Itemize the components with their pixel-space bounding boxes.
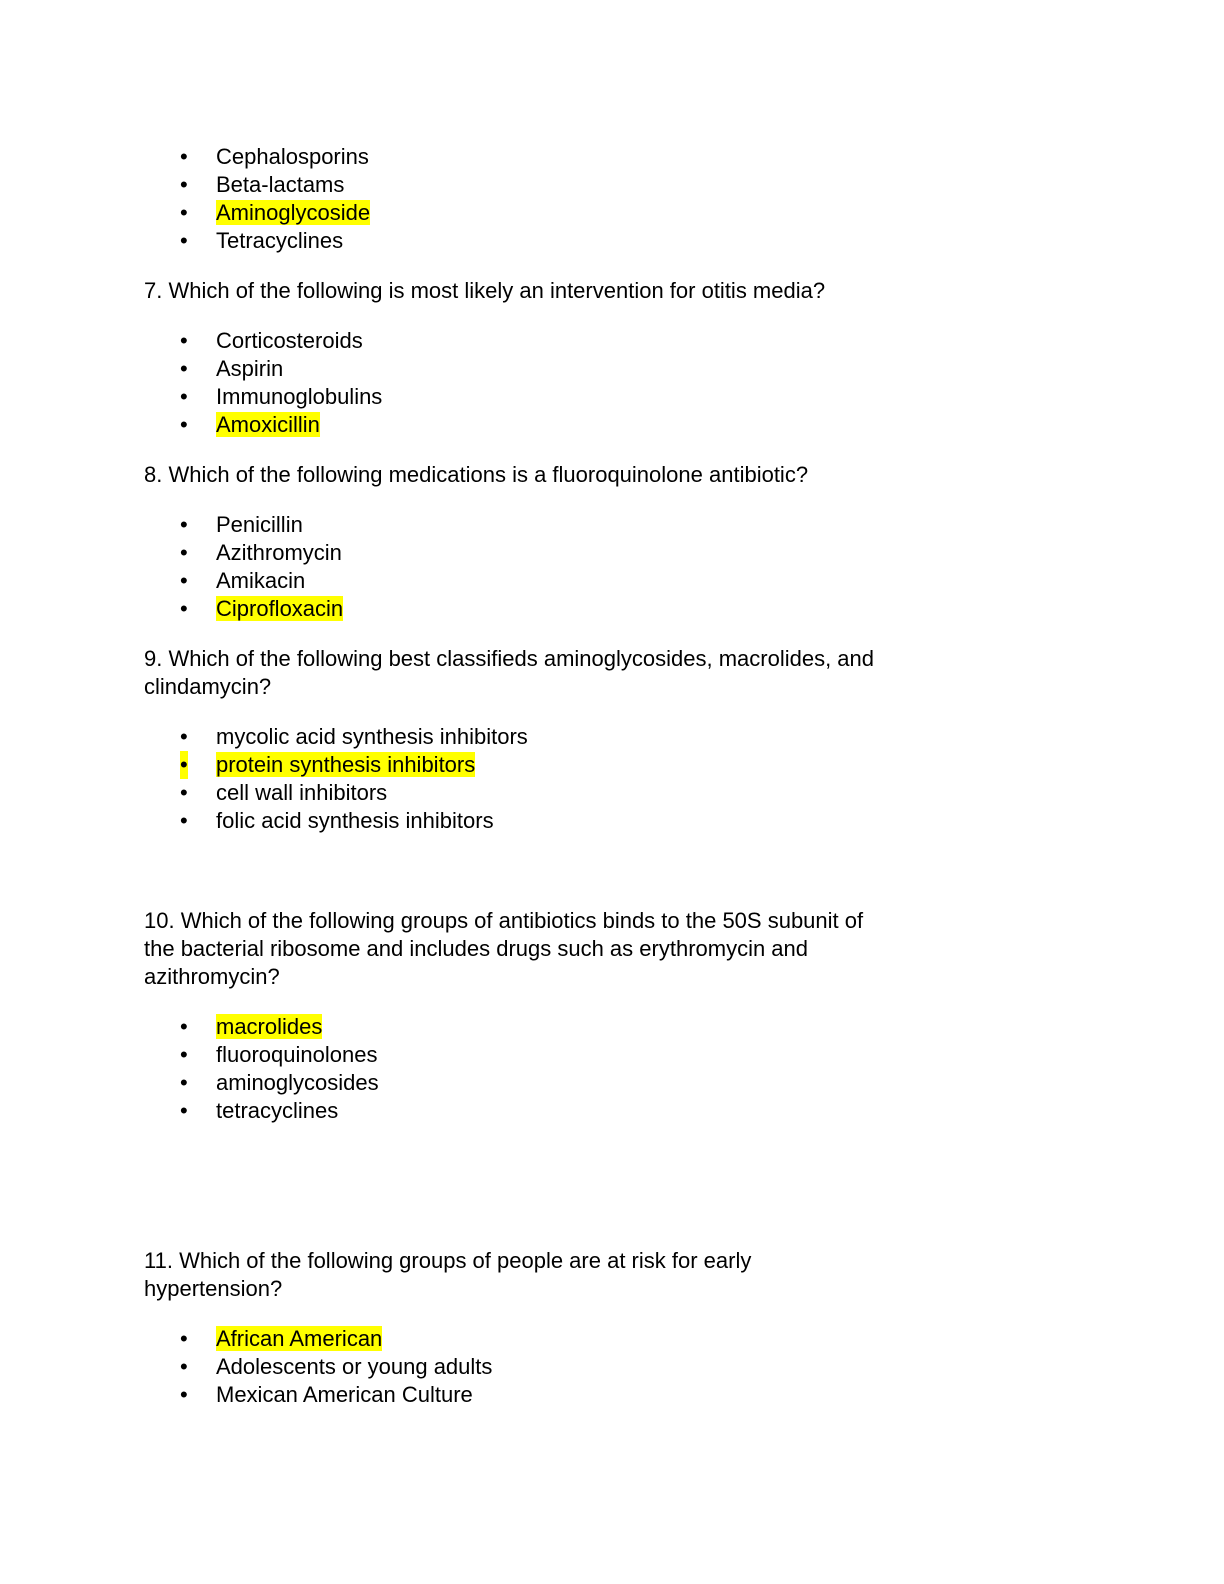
- option-item: [180, 199, 1080, 227]
- option-label: mycolic acid synthesis inhibitors: [216, 724, 528, 749]
- question-line: 10. Which of the following groups of antibiotics binds to the 50S subunit of: [144, 908, 864, 933]
- question-line: 9. Which of the following best classifieds aminoglycosides, macrolides, and: [144, 646, 875, 671]
- bullet-icon: •: [180, 1326, 188, 1351]
- bullet-icon: •: [180, 1382, 188, 1407]
- option-label: Penicillin: [216, 512, 303, 537]
- question-7-options: [144, 327, 1080, 439]
- bullet-icon: •: [180, 228, 188, 253]
- question-line: clindamycin?: [144, 674, 272, 699]
- option-item: [180, 567, 1080, 595]
- question-7-text: [144, 277, 1080, 305]
- option-label: Aspirin: [216, 356, 284, 381]
- option-item: [180, 1069, 1080, 1097]
- question-line: 8. Which of the following medications is a fluoroquinolone antibiotic?: [144, 462, 809, 487]
- bullet-icon: •: [180, 1070, 188, 1095]
- option-label: aminoglycosides: [216, 1070, 379, 1095]
- bullet-icon: •: [180, 540, 188, 565]
- option-item: [180, 1381, 1080, 1409]
- option-label: macrolides: [216, 1014, 323, 1039]
- bullet-icon: •: [180, 568, 188, 593]
- option-label: Aminoglycoside: [216, 200, 371, 225]
- option-item: [180, 751, 1080, 779]
- option-label: protein synthesis inhibitors: [216, 752, 476, 777]
- bullet-icon: •: [180, 384, 188, 409]
- option-label: Immunoglobulins: [216, 384, 383, 409]
- question-line: 7. Which of the following is most likely an intervention for otitis media?: [144, 278, 826, 303]
- question-line: hypertension?: [144, 1276, 283, 1301]
- option-item: [180, 411, 1080, 439]
- question-line: the bacterial ribosome and includes drugs such as erythromycin and: [144, 936, 809, 961]
- question-8-text: [144, 461, 1080, 489]
- blank-space: [144, 1147, 1080, 1247]
- bullet-icon: •: [180, 512, 188, 537]
- bullet-icon: •: [180, 752, 188, 777]
- option-item: [180, 327, 1080, 355]
- bullet-icon: •: [180, 200, 188, 225]
- option-label: Adolescents or young adults: [216, 1354, 493, 1379]
- bullet-icon: •: [180, 596, 188, 621]
- option-item: [180, 1041, 1080, 1069]
- option-item: [180, 1325, 1080, 1353]
- option-item: [180, 143, 1080, 171]
- option-item: [180, 723, 1080, 751]
- bullet-icon: •: [180, 172, 188, 197]
- option-item: [180, 171, 1080, 199]
- bullet-icon: •: [180, 356, 188, 381]
- orphan-options-list: [144, 143, 1080, 255]
- question-9-options: [144, 723, 1080, 835]
- bullet-icon: •: [180, 1042, 188, 1067]
- option-label: Mexican American Culture: [216, 1382, 473, 1407]
- question-11-text: [144, 1247, 1080, 1303]
- question-8-options: [144, 511, 1080, 623]
- option-label: Beta-lactams: [216, 172, 345, 197]
- option-label: tetracyclines: [216, 1098, 339, 1123]
- option-label: Amikacin: [216, 568, 306, 593]
- bullet-icon: •: [180, 808, 188, 833]
- bullet-icon: •: [180, 1014, 188, 1039]
- question-10-text: [144, 907, 1080, 991]
- option-item: [180, 807, 1080, 835]
- option-label: African American: [216, 1326, 383, 1351]
- option-label: Azithromycin: [216, 540, 342, 565]
- option-item: [180, 355, 1080, 383]
- bullet-icon: •: [180, 724, 188, 749]
- bullet-icon: •: [180, 412, 188, 437]
- option-item: [180, 539, 1080, 567]
- option-label: cell wall inhibitors: [216, 780, 388, 805]
- option-item: [180, 595, 1080, 623]
- option-item: [180, 779, 1080, 807]
- option-label: Ciprofloxacin: [216, 596, 344, 621]
- question-9-text: [144, 645, 1080, 701]
- option-label: Amoxicillin: [216, 412, 320, 437]
- option-label: Tetracyclines: [216, 228, 344, 253]
- option-label: fluoroquinolones: [216, 1042, 378, 1067]
- option-item: [180, 1097, 1080, 1125]
- question-line: azithromycin?: [144, 964, 280, 989]
- bullet-icon: •: [180, 328, 188, 353]
- option-item: [180, 383, 1080, 411]
- option-item: [180, 511, 1080, 539]
- bullet-icon: •: [180, 1354, 188, 1379]
- option-label: Corticosteroids: [216, 328, 363, 353]
- option-item: [180, 1353, 1080, 1381]
- question-line: 11. Which of the following groups of people are at risk for early: [144, 1248, 752, 1273]
- bullet-icon: •: [180, 1098, 188, 1123]
- option-label: Cephalosporins: [216, 144, 369, 169]
- bullet-icon: •: [180, 144, 188, 169]
- option-label: folic acid synthesis inhibitors: [216, 808, 494, 833]
- bullet-icon: •: [180, 780, 188, 805]
- question-11-options: [144, 1325, 1080, 1409]
- option-item: [180, 227, 1080, 255]
- question-10-options: [144, 1013, 1080, 1125]
- blank-space: [144, 857, 1080, 907]
- option-item: [180, 1013, 1080, 1041]
